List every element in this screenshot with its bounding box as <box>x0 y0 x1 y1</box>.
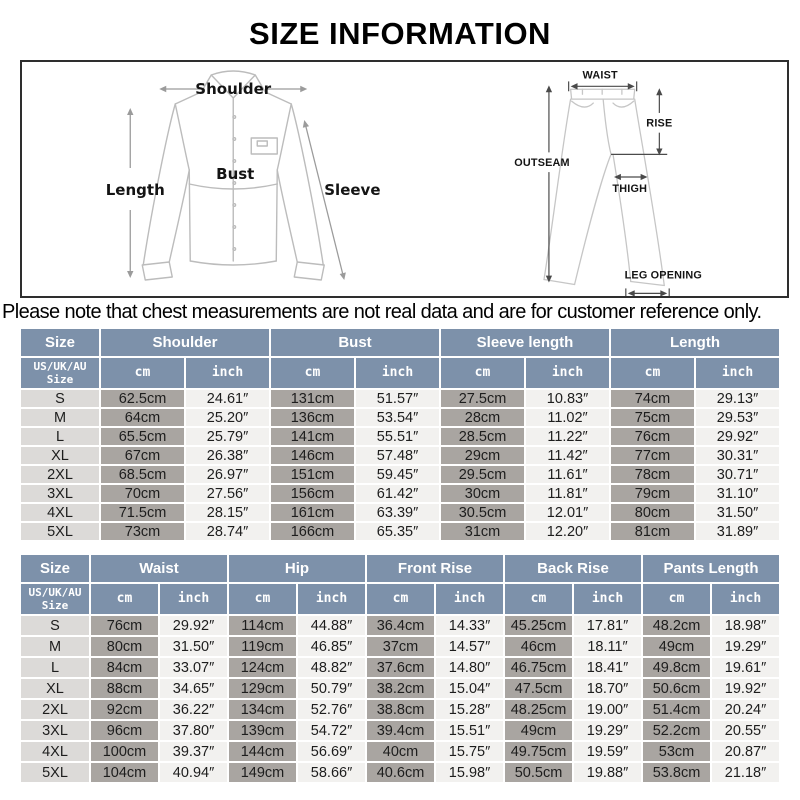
unit-header: inch <box>712 584 779 614</box>
inch-value-cell: 31.10″ <box>696 485 779 502</box>
size-label-cell: 5XL <box>21 763 89 782</box>
inch-value-cell: 31.50″ <box>696 504 779 521</box>
unit-header: cm <box>441 358 524 388</box>
cm-value-cell: 136cm <box>271 409 354 426</box>
inch-value-cell: 28.15″ <box>186 504 269 521</box>
inch-value-cell: 54.72″ <box>298 721 365 740</box>
unit-header: cm <box>505 584 572 614</box>
inch-value-cell: 12.20″ <box>526 523 609 540</box>
cm-value-cell: 37.6cm <box>367 658 434 677</box>
table-row <box>21 721 779 740</box>
leg-opening-label: LEG OPENING <box>624 269 702 282</box>
cm-value-cell: 139cm <box>229 721 296 740</box>
inch-value-cell: 46.85″ <box>298 637 365 656</box>
size-label-cell: S <box>21 390 99 407</box>
thigh-label: THIGH <box>611 182 647 195</box>
cm-value-cell: 28cm <box>441 409 524 426</box>
cm-value-cell: 88cm <box>91 679 158 698</box>
cm-value-cell: 40cm <box>367 742 434 761</box>
cm-value-cell: 68.5cm <box>101 466 184 483</box>
unit-header: cm <box>271 358 354 388</box>
cm-value-cell: 114cm <box>229 616 296 635</box>
inch-value-cell: 11.61″ <box>526 466 609 483</box>
rise-label: RISE <box>645 117 672 130</box>
cm-value-cell: 40.6cm <box>367 763 434 782</box>
cm-value-cell: 65.5cm <box>101 428 184 445</box>
inch-value-cell: 65.35″ <box>356 523 439 540</box>
size-label-cell: M <box>21 637 89 656</box>
inch-value-cell: 52.76″ <box>298 700 365 719</box>
inch-value-cell: 61.42″ <box>356 485 439 502</box>
cm-value-cell: 47.5cm <box>505 679 572 698</box>
unit-header: cm <box>643 584 710 614</box>
inch-value-cell: 24.61″ <box>186 390 269 407</box>
inch-value-cell: 19.88″ <box>574 763 641 782</box>
table-row <box>21 523 779 540</box>
inch-value-cell: 30.71″ <box>696 466 779 483</box>
size-label-cell: 2XL <box>21 466 99 483</box>
cm-value-cell: 30cm <box>441 485 524 502</box>
cm-value-cell: 80cm <box>611 504 694 521</box>
inch-value-cell: 11.02″ <box>526 409 609 426</box>
page-title: SIZE INFORMATION <box>249 16 551 51</box>
column-group-header: Length <box>611 329 779 356</box>
cm-value-cell: 48.2cm <box>643 616 710 635</box>
length-label: Length <box>105 181 165 199</box>
inch-value-cell: 40.94″ <box>160 763 227 782</box>
unit-header: inch <box>186 358 269 388</box>
cm-value-cell: 71.5cm <box>101 504 184 521</box>
shirt-size-table <box>19 327 781 542</box>
inch-value-cell: 37.80″ <box>160 721 227 740</box>
size-label-cell: M <box>21 409 99 426</box>
inch-value-cell: 25.79″ <box>186 428 269 445</box>
bust-label: Bust <box>216 165 255 183</box>
cm-value-cell: 48.25cm <box>505 700 572 719</box>
size-label-cell: 5XL <box>21 523 99 540</box>
column-group-header: Pants Length <box>643 555 779 582</box>
table-row <box>21 763 779 782</box>
inch-value-cell: 58.66″ <box>298 763 365 782</box>
pants-measurement-arrows <box>545 81 668 296</box>
cm-value-cell: 46.75cm <box>505 658 572 677</box>
inch-value-cell: 26.97″ <box>186 466 269 483</box>
size-label-cell: 3XL <box>21 485 99 502</box>
cm-value-cell: 77cm <box>611 447 694 464</box>
inch-value-cell: 28.74″ <box>186 523 269 540</box>
cm-value-cell: 75cm <box>611 409 694 426</box>
inch-value-cell: 15.51″ <box>436 721 503 740</box>
inch-value-cell: 26.38″ <box>186 447 269 464</box>
inch-value-cell: 30.31″ <box>696 447 779 464</box>
column-group-header: Back Rise <box>505 555 641 582</box>
cm-value-cell: 49cm <box>643 637 710 656</box>
cm-value-cell: 52.2cm <box>643 721 710 740</box>
measurement-diagram-box <box>20 60 789 298</box>
inch-value-cell: 29.92″ <box>696 428 779 445</box>
outseam-label: OUTSEAM <box>513 157 570 170</box>
cm-value-cell: 38.2cm <box>367 679 434 698</box>
inch-value-cell: 36.22″ <box>160 700 227 719</box>
unit-header: cm <box>611 358 694 388</box>
cm-value-cell: 28.5cm <box>441 428 524 445</box>
cm-value-cell: 73cm <box>101 523 184 540</box>
size-label-cell: L <box>21 428 99 445</box>
cm-value-cell: 53.8cm <box>643 763 710 782</box>
pants-measurement-diagram <box>405 62 788 296</box>
cm-value-cell: 96cm <box>91 721 158 740</box>
table-row <box>21 447 779 464</box>
inch-value-cell: 19.92″ <box>712 679 779 698</box>
inch-value-cell: 19.29″ <box>574 721 641 740</box>
inch-value-cell: 15.98″ <box>436 763 503 782</box>
unit-header: inch <box>696 358 779 388</box>
cm-value-cell: 50.6cm <box>643 679 710 698</box>
inch-value-cell: 48.82″ <box>298 658 365 677</box>
inch-value-cell: 19.61″ <box>712 658 779 677</box>
unit-header: inch <box>356 358 439 388</box>
inch-value-cell: 39.37″ <box>160 742 227 761</box>
inch-value-cell: 14.33″ <box>436 616 503 635</box>
column-group-header: Bust <box>271 329 439 356</box>
inch-value-cell: 27.56″ <box>186 485 269 502</box>
column-group-header: Sleeve length <box>441 329 609 356</box>
inch-value-cell: 19.29″ <box>712 637 779 656</box>
inch-value-cell: 11.42″ <box>526 447 609 464</box>
column-group-header: Front Rise <box>367 555 503 582</box>
column-group-header: Size <box>21 555 89 582</box>
cm-value-cell: 134cm <box>229 700 296 719</box>
unit-header: inch <box>574 584 641 614</box>
cm-value-cell: 149cm <box>229 763 296 782</box>
reference-note: Please note that chest measurements are not real data and are for customer reference only. <box>2 301 762 323</box>
cm-value-cell: 74cm <box>611 390 694 407</box>
inch-value-cell: 19.59″ <box>574 742 641 761</box>
inch-value-cell: 17.81″ <box>574 616 641 635</box>
inch-value-cell: 33.07″ <box>160 658 227 677</box>
cm-value-cell: 31cm <box>441 523 524 540</box>
inch-value-cell: 18.98″ <box>712 616 779 635</box>
cm-value-cell: 49.8cm <box>643 658 710 677</box>
inch-value-cell: 51.57″ <box>356 390 439 407</box>
cm-value-cell: 62.5cm <box>101 390 184 407</box>
cm-value-cell: 36.4cm <box>367 616 434 635</box>
cm-value-cell: 151cm <box>271 466 354 483</box>
cm-value-cell: 30.5cm <box>441 504 524 521</box>
shirt-measurement-diagram <box>22 62 405 296</box>
size-unit-header: US/UK/AU Size <box>21 584 89 614</box>
table-row <box>21 658 779 677</box>
table-row <box>21 428 779 445</box>
inch-value-cell: 11.22″ <box>526 428 609 445</box>
inch-value-cell: 31.89″ <box>696 523 779 540</box>
cm-value-cell: 76cm <box>91 616 158 635</box>
inch-value-cell: 11.81″ <box>526 485 609 502</box>
unit-header: inch <box>526 358 609 388</box>
cm-value-cell: 81cm <box>611 523 694 540</box>
inch-value-cell: 15.04″ <box>436 679 503 698</box>
cm-value-cell: 166cm <box>271 523 354 540</box>
unit-header: inch <box>160 584 227 614</box>
inch-value-cell: 44.88″ <box>298 616 365 635</box>
waist-label: WAIST <box>582 69 618 82</box>
unit-header: cm <box>367 584 434 614</box>
size-label-cell: S <box>21 616 89 635</box>
inch-value-cell: 63.39″ <box>356 504 439 521</box>
cm-value-cell: 119cm <box>229 637 296 656</box>
shoulder-label: Shoulder <box>195 80 272 98</box>
cm-value-cell: 131cm <box>271 390 354 407</box>
inch-value-cell: 14.57″ <box>436 637 503 656</box>
size-label-cell: 2XL <box>21 700 89 719</box>
inch-value-cell: 12.01″ <box>526 504 609 521</box>
table-row <box>21 637 779 656</box>
cm-value-cell: 129cm <box>229 679 296 698</box>
inch-value-cell: 53.54″ <box>356 409 439 426</box>
table-row <box>21 700 779 719</box>
inch-value-cell: 21.18″ <box>712 763 779 782</box>
cm-value-cell: 29.5cm <box>441 466 524 483</box>
cm-value-cell: 51.4cm <box>643 700 710 719</box>
unit-header: inch <box>436 584 503 614</box>
cm-value-cell: 100cm <box>91 742 158 761</box>
inch-value-cell: 15.28″ <box>436 700 503 719</box>
cm-value-cell: 49cm <box>505 721 572 740</box>
cm-value-cell: 79cm <box>611 485 694 502</box>
inch-value-cell: 10.83″ <box>526 390 609 407</box>
cm-value-cell: 161cm <box>271 504 354 521</box>
table-row <box>21 390 779 407</box>
cm-value-cell: 156cm <box>271 485 354 502</box>
inch-value-cell: 18.70″ <box>574 679 641 698</box>
table-row <box>21 504 779 521</box>
cm-value-cell: 27.5cm <box>441 390 524 407</box>
table-row <box>21 466 779 483</box>
inch-value-cell: 29.53″ <box>696 409 779 426</box>
inch-value-cell: 59.45″ <box>356 466 439 483</box>
cm-value-cell: 84cm <box>91 658 158 677</box>
size-unit-header: US/UK/AU Size <box>21 358 99 388</box>
table-row <box>21 485 779 502</box>
column-group-header: Shoulder <box>101 329 269 356</box>
unit-header: inch <box>298 584 365 614</box>
size-label-cell: XL <box>21 679 89 698</box>
cm-value-cell: 146cm <box>271 447 354 464</box>
table-row <box>21 409 779 426</box>
unit-header: cm <box>229 584 296 614</box>
inch-value-cell: 20.87″ <box>712 742 779 761</box>
column-group-header: Hip <box>229 555 365 582</box>
size-label-cell: 4XL <box>21 504 99 521</box>
inch-value-cell: 34.65″ <box>160 679 227 698</box>
inch-value-cell: 50.79″ <box>298 679 365 698</box>
cm-value-cell: 67cm <box>101 447 184 464</box>
size-label-cell: L <box>21 658 89 677</box>
inch-value-cell: 18.11″ <box>574 637 641 656</box>
cm-value-cell: 53cm <box>643 742 710 761</box>
inch-value-cell: 20.24″ <box>712 700 779 719</box>
cm-value-cell: 124cm <box>229 658 296 677</box>
cm-value-cell: 37cm <box>367 637 434 656</box>
size-label-cell: 3XL <box>21 721 89 740</box>
cm-value-cell: 92cm <box>91 700 158 719</box>
cm-value-cell: 76cm <box>611 428 694 445</box>
pants-size-table <box>19 553 781 784</box>
cm-value-cell: 144cm <box>229 742 296 761</box>
cm-value-cell: 80cm <box>91 637 158 656</box>
inch-value-cell: 19.00″ <box>574 700 641 719</box>
cm-value-cell: 39.4cm <box>367 721 434 740</box>
inch-value-cell: 14.80″ <box>436 658 503 677</box>
inch-value-cell: 29.92″ <box>160 616 227 635</box>
table-row <box>21 616 779 635</box>
inch-value-cell: 55.51″ <box>356 428 439 445</box>
cm-value-cell: 64cm <box>101 409 184 426</box>
column-group-header: Size <box>21 329 99 356</box>
inch-value-cell: 31.50″ <box>160 637 227 656</box>
cm-value-cell: 45.25cm <box>505 616 572 635</box>
inch-value-cell: 15.75″ <box>436 742 503 761</box>
inch-value-cell: 29.13″ <box>696 390 779 407</box>
size-label-cell: 4XL <box>21 742 89 761</box>
cm-value-cell: 70cm <box>101 485 184 502</box>
table-row <box>21 742 779 761</box>
inch-value-cell: 18.41″ <box>574 658 641 677</box>
inch-value-cell: 57.48″ <box>356 447 439 464</box>
table-row <box>21 679 779 698</box>
inch-value-cell: 25.20″ <box>186 409 269 426</box>
cm-value-cell: 50.5cm <box>505 763 572 782</box>
unit-header: cm <box>101 358 184 388</box>
cm-value-cell: 104cm <box>91 763 158 782</box>
cm-value-cell: 38.8cm <box>367 700 434 719</box>
inch-value-cell: 56.69″ <box>298 742 365 761</box>
cm-value-cell: 78cm <box>611 466 694 483</box>
unit-header: cm <box>91 584 158 614</box>
cm-value-cell: 141cm <box>271 428 354 445</box>
cm-value-cell: 29cm <box>441 447 524 464</box>
cm-value-cell: 49.75cm <box>505 742 572 761</box>
column-group-header: Waist <box>91 555 227 582</box>
size-label-cell: XL <box>21 447 99 464</box>
cm-value-cell: 46cm <box>505 637 572 656</box>
sleeve-label: Sleeve <box>324 181 381 199</box>
inch-value-cell: 20.55″ <box>712 721 779 740</box>
